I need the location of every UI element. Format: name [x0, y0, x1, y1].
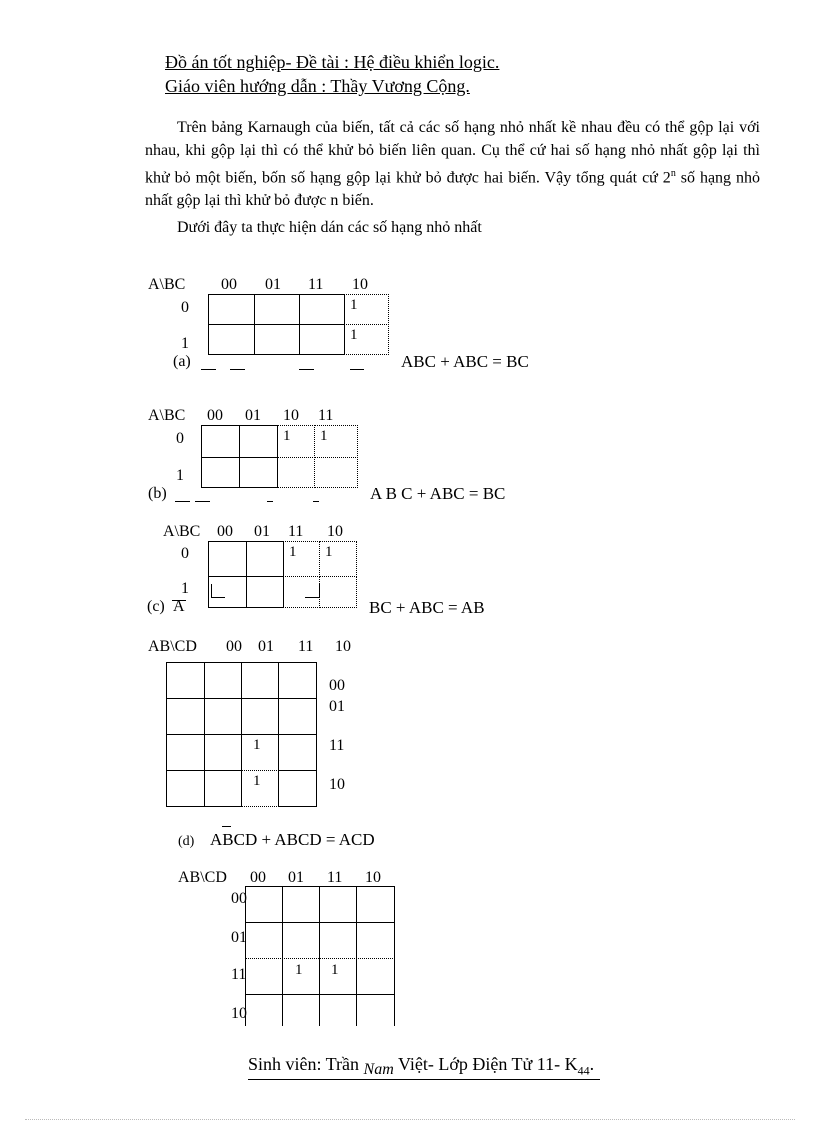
kmap-e-col-header: 00	[250, 869, 266, 886]
kmap-a-overbar	[299, 369, 314, 370]
kmap-d-tag: (d)	[178, 834, 195, 849]
kmap-d-cell	[278, 770, 317, 807]
kmap-c-col-header: 11	[288, 523, 304, 540]
kmap-b-col-header: 01	[245, 407, 261, 424]
kmap-d-col-header: 00	[226, 638, 242, 655]
kmap-e-grid-line	[282, 886, 283, 1026]
kmap-c-tag: (c)	[147, 598, 165, 615]
kmap-b-overbar	[175, 501, 190, 502]
kmap-c-cell-marked: 1	[319, 541, 357, 577]
kmap-d-row-label: 00	[329, 677, 345, 694]
kmap-a-col-header: 11	[308, 276, 324, 293]
kmap-a-col-header: 00	[221, 276, 237, 293]
page-bottom-border	[25, 1119, 795, 1120]
kmap-d-col-header: 11	[298, 638, 314, 655]
kmap-e-grid-line	[356, 886, 357, 1026]
kmap-b-cell	[314, 457, 358, 488]
kmap-e-axis-label: AB\CD	[178, 869, 227, 886]
kmap-c-row-label: 0	[181, 545, 189, 562]
kmap-d-expression: ABCD + ABCD = ACD	[210, 830, 375, 849]
kmap-a-cell	[254, 294, 300, 325]
kmap-a-cell	[299, 324, 345, 355]
kmap-a-overbar	[201, 369, 216, 370]
footer-suffix: .	[589, 1054, 595, 1074]
kmap-e-cell-value: 1	[331, 962, 339, 978]
kmap-d-cell	[278, 734, 317, 771]
kmap-d-cell	[278, 662, 317, 699]
kmap-d-axis-label: AB\CD	[148, 638, 197, 655]
kmap-c-col-header: 00	[217, 523, 233, 540]
kmap-c-cell	[208, 576, 247, 608]
kmap-e-row-label: 11	[231, 966, 247, 983]
kmap-b-cell	[201, 425, 240, 458]
kmap-d-row-label: 11	[329, 737, 345, 754]
kmap-b-cell-marked: 1	[314, 425, 358, 458]
kmap-e-col-header: 11	[327, 869, 343, 886]
intro-paragraph-end: số hạng nhỏ nhất gộp lại thì khử bỏ được n biến.	[145, 169, 761, 210]
intro-paragraph	[145, 116, 760, 212]
kmap-c-cell-marked: 1	[283, 541, 320, 577]
kmap-d-row-label: 10	[329, 776, 345, 793]
kmap-d-cell	[278, 698, 317, 735]
kmap-d-cell	[166, 770, 205, 807]
kmap-d-cell-marked: 1	[241, 734, 279, 771]
header-line-1: Đồ án tốt nghiệp- Đề tài : Hệ điều khiển logic.	[165, 52, 500, 72]
kmap-c-cell	[319, 576, 357, 608]
kmap-c-mark	[305, 597, 319, 598]
kmap-c-cell	[283, 576, 320, 608]
kmap-b-cell	[239, 457, 278, 488]
header-line-2: Giáo viên hướng dẫn : Thầy Vương Cộng.	[165, 76, 470, 96]
kmap-e-grid-line	[394, 886, 395, 1026]
kmap-e-row-label: 00	[231, 890, 247, 907]
kmap-e-col-header: 10	[365, 869, 381, 886]
kmap-b-overbar	[267, 501, 273, 502]
kmap-b-row-label: 1	[176, 467, 184, 484]
kmap-a-tag: (a)	[173, 353, 191, 370]
kmap-a-overbar	[350, 369, 364, 370]
kmap-c-row-label: 1	[181, 580, 189, 597]
kmap-b-axis-label: A\BC	[148, 407, 186, 424]
kmap-d-cell-marked: 1	[241, 770, 279, 807]
kmap-d-cell	[204, 734, 242, 771]
kmap-c-mark	[211, 584, 212, 598]
kmap-d-col-header: 01	[258, 638, 274, 655]
kmap-d-cell	[166, 734, 205, 771]
kmap-d-col-header: 10	[335, 638, 351, 655]
kmap-a-cell	[254, 324, 300, 355]
kmap-b-overbar	[313, 501, 319, 502]
kmap-b-col-header: 00	[207, 407, 223, 424]
kmap-c-axis-label: A\BC	[163, 523, 201, 540]
footer-name-script: Nam	[363, 1061, 394, 1078]
kmap-c-mark	[319, 584, 320, 598]
kmap-b-tag: (b)	[148, 485, 167, 502]
kmap-a-col-header: 01	[265, 276, 281, 293]
kmap-a-cell	[299, 294, 345, 325]
footer-subscript: 44	[577, 1063, 590, 1078]
kmap-c-mark	[211, 597, 225, 598]
kmap-b-overbar	[195, 501, 210, 502]
kmap-b-cell	[201, 457, 240, 488]
kmap-c-cell	[208, 541, 247, 577]
kmap-d-cell	[204, 698, 242, 735]
kmap-a-expression: ABC + ABC = BC	[401, 352, 529, 371]
kmap-b-cell	[239, 425, 278, 458]
kmap-d-cell	[204, 770, 242, 807]
kmap-a-cell-marked: 1	[344, 324, 389, 355]
kmap-e-col-header: 01	[288, 869, 304, 886]
kmap-a-row-label: 1	[181, 335, 189, 352]
kmap-c-tag-variable: A	[173, 598, 185, 615]
kmap-d-cell	[241, 662, 279, 699]
footer-prefix: Sinh viên: Trần	[248, 1054, 364, 1074]
kmap-a-axis-label: A\BC	[148, 276, 186, 293]
kmap-a-cell-marked: 1	[344, 294, 389, 325]
intro-line-2: Dưới đây ta thực hiện dán các số hạng nhỏ nhất	[177, 219, 482, 236]
kmap-b-col-header: 10	[283, 407, 299, 424]
kmap-a-cell	[208, 294, 255, 325]
kmap-e-row-label: 10	[231, 1005, 247, 1022]
kmap-b-cell	[277, 457, 315, 488]
kmap-c-col-header: 10	[327, 523, 343, 540]
intro-paragraph-text: Trên bảng Karnaugh của biến, tất cả các số hạng nhỏ nhất kề nhau đều có thể gộp lại với nhau, khi gộp lại thì có thể khử bỏ biến liên quan. Cụ thể cứ hai số hạng nhỏ nhất gộp lại thì khử bỏ một biến, bốn số hạng gộp lại khử bỏ được hai biến. Vậy tổng quát cứ 2	[145, 119, 760, 187]
kmap-d-cell	[166, 698, 205, 735]
kmap-a-row-label: 0	[181, 299, 189, 316]
kmap-e-grid-line	[319, 886, 320, 1026]
kmap-a-overbar	[230, 369, 245, 370]
kmap-e-row-label: 01	[231, 929, 247, 946]
kmap-d-overbar	[222, 826, 231, 827]
kmap-b-col-header: 11	[318, 407, 334, 424]
kmap-d-row-label: 01	[329, 698, 345, 715]
kmap-c-cell	[246, 541, 284, 577]
kmap-d-cell	[204, 662, 242, 699]
kmap-c-col-header: 01	[254, 523, 270, 540]
kmap-a-col-header: 10	[352, 276, 368, 293]
kmap-d-cell	[241, 698, 279, 735]
kmap-e-cell-value: 1	[295, 962, 303, 978]
kmap-c-expression: BC + ABC = AB	[369, 598, 485, 617]
kmap-c-cell	[246, 576, 284, 608]
footer-signature	[248, 1054, 600, 1080]
kmap-a-cell	[208, 324, 255, 355]
kmap-b-expression: A B C + ABC = BC	[370, 484, 506, 503]
footer-middle: Việt- Lớp Điện Tử 11- K	[393, 1054, 578, 1074]
kmap-b-row-label: 0	[176, 430, 184, 447]
kmap-b-cell-marked: 1	[277, 425, 315, 458]
kmap-d-cell	[166, 662, 205, 699]
intro-paragraph-sup: n	[670, 168, 676, 179]
